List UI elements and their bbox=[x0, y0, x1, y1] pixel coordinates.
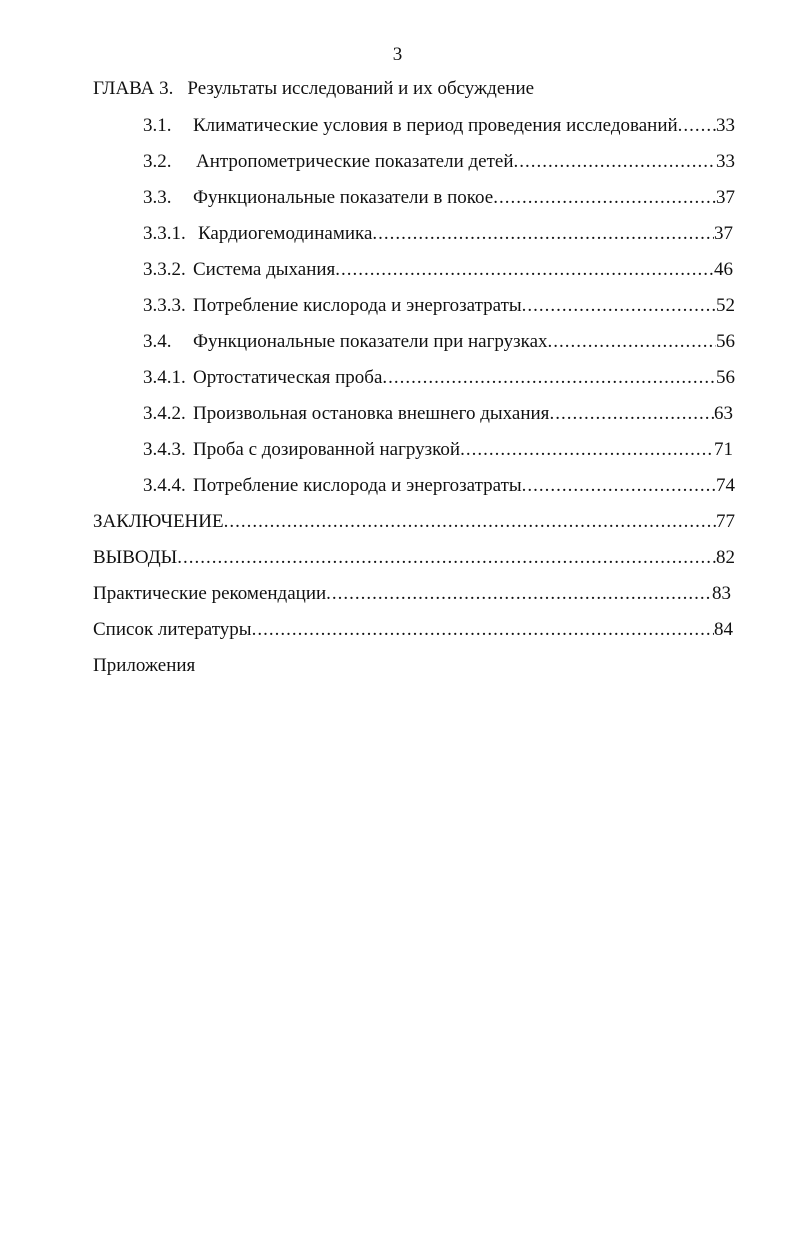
toc-leader-dots bbox=[514, 151, 717, 173]
toc-entry-title: Практические рекомендации bbox=[93, 583, 327, 604]
toc-entry-title: ЗАКЛЮЧЕНИЕ bbox=[93, 511, 224, 532]
toc-entry bbox=[143, 475, 735, 499]
page-number: 3 bbox=[392, 44, 403, 65]
toc-entry-number: 3.4.3. bbox=[143, 439, 186, 460]
toc-entry-page: 71 bbox=[714, 439, 733, 460]
toc-entry-number: 3.4.1. bbox=[143, 367, 186, 388]
toc-entry-title: Приложения bbox=[93, 655, 196, 676]
toc-leader-dots bbox=[252, 619, 714, 641]
toc-entry-number: 3.4. bbox=[143, 331, 172, 352]
toc-leader-dots bbox=[224, 511, 716, 533]
toc-entry-title: Система дыхания bbox=[193, 259, 336, 280]
toc-entry bbox=[143, 331, 735, 355]
toc-entry bbox=[93, 583, 731, 607]
toc-leader-dots bbox=[678, 115, 716, 137]
toc-entry-number: 3.3.1. bbox=[143, 223, 186, 244]
toc-entry bbox=[143, 151, 735, 175]
toc-entry-title: Кардиогемодинамика bbox=[198, 223, 373, 244]
toc-entry-title: Функциональные показатели в покое bbox=[193, 187, 494, 208]
toc-entry bbox=[143, 223, 733, 247]
toc-leader-dots bbox=[372, 223, 714, 245]
toc-entry-title: Функциональные показатели при нагрузках bbox=[193, 331, 548, 352]
toc-entry bbox=[143, 295, 735, 319]
toc-entry-title: Список литературы bbox=[93, 619, 252, 640]
toc-entry bbox=[93, 547, 735, 571]
toc-entry-page: 63 bbox=[714, 403, 733, 424]
toc-entry-number: 3.2. bbox=[143, 151, 172, 172]
toc-entry-title: Ортостатическая проба bbox=[193, 367, 383, 388]
toc-entry bbox=[143, 403, 733, 427]
toc-entry-page: 33 bbox=[716, 151, 735, 172]
toc-leader-dots bbox=[548, 331, 716, 353]
toc-leader-dots bbox=[177, 547, 716, 569]
toc-entry-page: 82 bbox=[716, 547, 735, 568]
chapter-number: ГЛАВА 3. bbox=[93, 78, 174, 99]
toc-entry-page: 77 bbox=[716, 511, 735, 532]
toc-entry bbox=[143, 187, 735, 211]
toc-entry bbox=[143, 367, 735, 391]
toc-entry bbox=[143, 115, 735, 139]
toc-entry-page: 83 bbox=[712, 583, 731, 604]
toc-entry-title: ВЫВОДЫ bbox=[93, 547, 178, 568]
toc-entry-appendix bbox=[93, 655, 195, 679]
toc-entry bbox=[93, 619, 733, 643]
toc-entry bbox=[143, 439, 733, 463]
toc-entry-page: 33 bbox=[716, 115, 735, 136]
toc-leader-dots bbox=[549, 403, 714, 425]
toc-entry-page: 74 bbox=[716, 475, 735, 496]
toc-entry-title: Произвольная остановка внешнего дыхания bbox=[193, 403, 550, 424]
toc-leader-dots bbox=[382, 367, 716, 389]
toc-entry-number: 3.3. bbox=[143, 187, 172, 208]
toc-entry-page: 37 bbox=[716, 187, 735, 208]
toc-entry-number: 3.4.4. bbox=[143, 475, 186, 496]
toc-leader-dots bbox=[460, 439, 714, 461]
chapter-heading bbox=[93, 78, 534, 100]
toc-entry-page: 56 bbox=[716, 367, 735, 388]
toc-entry-number: 3.4.2. bbox=[143, 403, 186, 424]
toc-entry-page: 52 bbox=[716, 295, 735, 316]
toc-entry-page: 46 bbox=[714, 259, 733, 280]
toc-entry-title: Проба с дозированной нагрузкой bbox=[193, 439, 461, 460]
toc-entry-title: Потребление кислорода и энергозатраты bbox=[193, 475, 522, 496]
toc-entry bbox=[93, 511, 735, 535]
toc-entry-page: 56 bbox=[716, 331, 735, 352]
toc-leader-dots bbox=[335, 259, 714, 281]
toc-entry-page: 84 bbox=[714, 619, 733, 640]
toc-leader-dots bbox=[493, 187, 716, 209]
toc-entry-number: 3.3.2. bbox=[143, 259, 186, 280]
toc-entry-page: 37 bbox=[714, 223, 733, 244]
toc-leader-dots bbox=[326, 583, 712, 605]
toc-entry-title: Климатические условия в период проведения исследований bbox=[193, 115, 678, 136]
toc-entry-title: Потребление кислорода и энергозатраты bbox=[193, 295, 522, 316]
toc-entry-title: Антропометрические показатели детей bbox=[196, 151, 514, 172]
toc-entry-number: 3.1. bbox=[143, 115, 172, 136]
toc-entry bbox=[143, 259, 733, 283]
toc-entry-number: 3.3.3. bbox=[143, 295, 186, 316]
toc-leader-dots bbox=[522, 295, 716, 317]
toc-leader-dots bbox=[522, 475, 716, 497]
chapter-title: Результаты исследований и их обсуждение bbox=[187, 78, 535, 99]
